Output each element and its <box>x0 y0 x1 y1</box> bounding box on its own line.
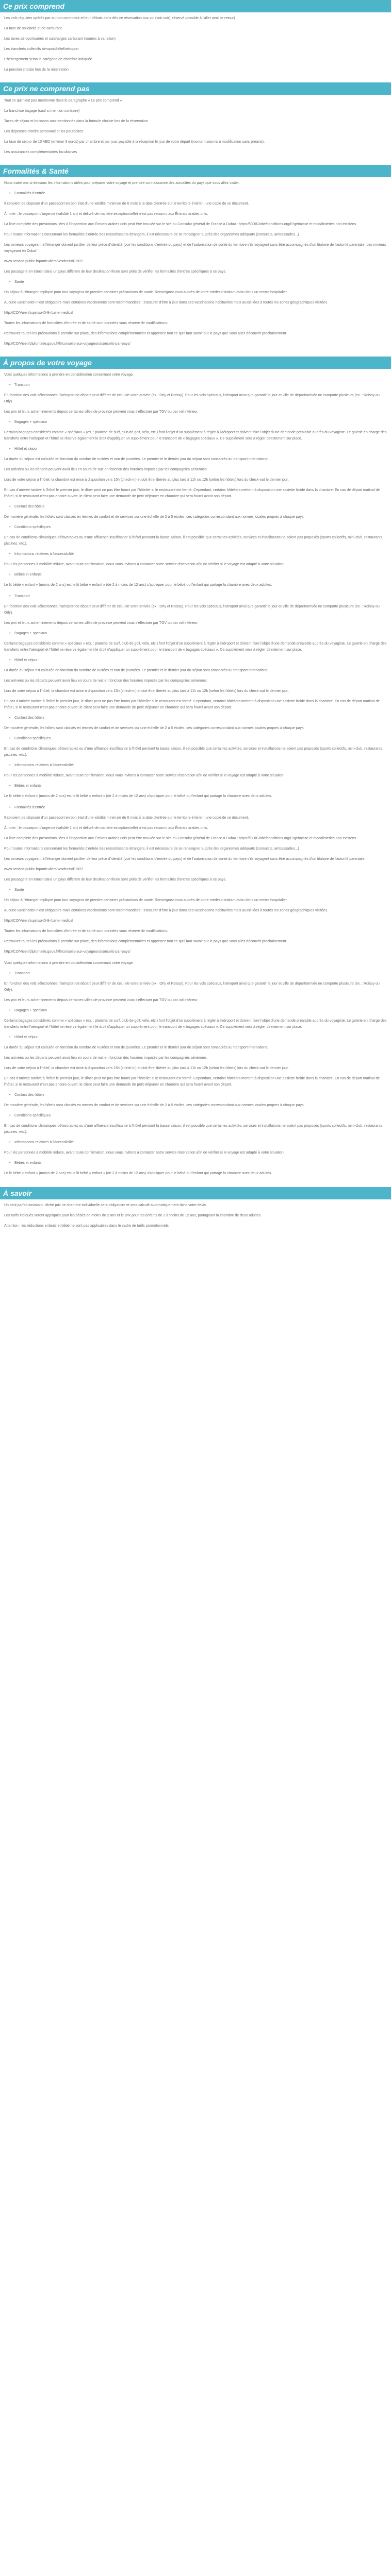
transport-paragraph: En fonction des vols sélectionnés, l'aéroport de départ peut différer de celui de votre arrivée (ex : Orly et Roissy). Pour les vols spéciaux, l'aéroport ainsi que garantir le jour et ville de départ/arrivée ne comporte plusieurs (ex. : Roissy ou Orly). <box>4 982 380 992</box>
hotel-bullet: • Hôtel et séjour <box>14 446 387 452</box>
contact-paragraph: De manière générale, les hôtels sont classés en termes de confort et de services sur une échelle de 2 à 5 étoiles, ces catégories correspondant aux normes locales propres à chaque pays. <box>4 726 305 730</box>
hotel-paragraph: En cas d'arrivée tardive à l'hôtel le premier jour, le dîner peut ne pas être fourni par l'hôtelier si le restaurant est fermé. Cependant, certains hôteliers mettent à disposition une assiette froide dans la chambre. En cas de départ matinal de l'hôtel, si le restaurant n'est pas encore ouvert, le client peut faire une demande de petit-déjeuner en chambre qui sera fourni avant son départ. <box>4 1077 380 1087</box>
accessibility-bullet: • Informations relatives à l'accessibilité <box>14 762 387 769</box>
service-public-link[interactable]: www.service-public.fr/particuliers/vosdroits/F1922 <box>4 868 84 871</box>
formalities-intro: Nous traiterons ci-dessous les informations utiles pour préparer votre voyage et prendre connaissance des actualités du pays que vous allez visiter. <box>4 181 240 185</box>
formalities-paragraph: Pour toutes informations concernant les formalités d'entrée des ressortissants étrangers, il est nécessaire de se renseigner auprès des organismes adéquats (consulats, ambassades...) <box>4 233 299 236</box>
luggage-paragraph: Certains bagages considérés comme « spéciaux » (ex. : planche de surf, club de golf, vélo, etc.) font l'objet d'un supplément à régler à l'aéroport et doivent faire l'objet d'une demande préalable auprès du voyagiste. Le galerie en charge des transferts entre l'aéroport et l'hôtel se réserve également le droit d'appliquer un supplément pour le transport de « bagages spéciaux ». Ce supplément sera à régler directement sur place. <box>4 431 387 440</box>
about-body <box>0 369 391 1187</box>
baby-bullet: • Bébés et enfants <box>14 1160 387 1166</box>
contact-bullet: • Contact des hôtels <box>14 504 387 510</box>
contact-paragraph: De manière générale, les hôtels sont classés en termes de confort et de services sur une échelle de 2 à 5 étoiles, ces catégories correspondant aux normes locales propres à chaque pays. <box>4 1104 305 1107</box>
conditions-bullet: • Conditions spécifiques <box>14 524 387 531</box>
hotel-bullet: • Hôtel et séjour <box>14 1035 387 1041</box>
hotel-paragraph: Lors de votre séjour à l'hôtel, la chambre est mise à disposition vers 15h (check-in) et doit être libérée au plus tard à 11h ou 12h (selon les hôtels) lors du check-out le dernier jour. <box>4 689 289 693</box>
baby-paragraph: Le lit bébé « enfant » (moins de 2 ans) est le lit bébé « enfant » (de 2 à moins de 12 ans) s'appliquer pour le bébé ou l'enfant qui partage la chambre avec deux adultes. <box>4 583 272 587</box>
conditions-bullet: • Conditions spécifiques <box>14 1113 387 1119</box>
excluded-header: Ce prix ne comprend pas <box>0 82 391 95</box>
contact-paragraph: De manière générale, les hôtels sont classés en termes de confort et de services sur une échelle de 2 à 5 étoiles, ces catégories correspondant aux normes locales propres à chaque pays. <box>4 515 305 519</box>
included-line: La pension choisie lors de la réservation <box>4 68 69 72</box>
know-line: Les tarifs indiqués seront appliqués pour les bébés de moins de 2 ans et le prix pour les enfants de 2 à moins de 12 ans, partageant la chambre de deux adultes. <box>4 1214 262 1217</box>
health-paragraph: Retrouvez toutes les précautions à prendre sur place, des informations complémentaires et apprenez tout ce qu'il faut savoir sur le pays que vous allez découvrir prochainement. <box>4 940 287 943</box>
about-header: À propos de votre voyage <box>0 357 391 369</box>
excluded-line: Les assurances complémentaires facultatives <box>4 150 77 154</box>
formalities-entry-bullet: • Formalités d'entrée <box>14 191 387 197</box>
about-block <box>4 971 387 1177</box>
health-paragraph: Retrouvez toutes les précautions à prendre sur place, des informations complémentaires et apprenez tout ce qu'il faut savoir sur le pays que vous allez découvrir prochainement. <box>4 332 287 335</box>
formalities-entry-bullet: • Formalités d'entrée <box>14 805 387 811</box>
formalities-paragraph: Les passagers en transit dans un pays différent de leur destination finale sont priés de vérifier les formalités d'entrée spécifiques à ce pays. <box>4 270 226 274</box>
excluded-line: Les dépenses d'ordre personnel et les pourboires <box>4 130 84 133</box>
transport-paragraph: Les prix et leurs acheminements depuis certaines villes de province peuvent vous s'effectuer par TGV ou par vol intérieur. <box>4 621 199 625</box>
included-header: Ce prix comprend <box>0 0 391 12</box>
about-block <box>4 594 387 800</box>
about-formalities-block <box>4 805 387 955</box>
accessibility-paragraph: Pour les personnes à mobilité réduite, avant toute confirmation, nous vous invitons à contacter notre service réservation afin de vérifier si le voyage est adapté à votre situation. <box>4 563 285 566</box>
included-line: Les transferts collectifs aéroport/hôtel/aéroport <box>4 47 79 51</box>
formalities-paragraph: La liste complète des prestations liées à l'Inspection aux Émirats arabes unis peut être trouvée sur le site du Consulat général de France à Dubaï : https://CO/Globe/conditions.org/Ergebnisse et modalisteries non-existens <box>4 837 356 840</box>
formalities-paragraph: Les mineurs voyageant à l'étranger doivent justifier de leur pièce d'identité (voir les conditions d'entrée du pays) et de l'autorisation de sortie du territoire s'ils voyagent sans être accompagnés d'un titulaire de l'autorité parentale. <box>4 857 366 861</box>
transport-paragraph: Les prix et leurs acheminements depuis certaines villes de province peuvent vous s'effectuer par TGV ou par vol intérieur. <box>4 998 199 1002</box>
about-outro: Voici quelques informations à prendre en considération concernant votre voyage. <box>4 961 134 965</box>
luggage-paragraph: Certains bagages considérés comme « spéciaux » (ex. : planche de surf, club de golf, vélo, etc.) font l'objet d'un supplément à régler à l'aéroport et doivent faire l'objet d'une demande préalable auprès du voyagiste. Le galerie en charge des transferts entre l'aéroport et l'hôtel se réserve également le droit d'appliquer un supplément pour le transport de « bagages spéciaux ». Ce supplément sera à régler directement sur place. <box>4 642 387 652</box>
conditions-bullet: • Conditions spécifiques <box>14 736 387 742</box>
transport-paragraph: Les prix et leurs acheminements depuis certaines villes de province peuvent vous s'effectuer par TGV ou par vol intérieur. <box>4 410 199 414</box>
luggage-paragraph: Certains bagages considérés comme « spéciaux » (ex. : planche de surf, club de golf, vélo, etc.) font l'objet d'un supplément à régler à l'aéroport et doivent faire l'objet d'une demande préalable auprès du voyagiste. Le galerie en charge des transferts entre l'aéroport et l'hôtel se réserve également le droit d'appliquer un supplément pour le transport de « bagages spéciaux ». Ce supplément sera à régler directement sur place. <box>4 1019 387 1029</box>
accessibility-bullet: • Informations relatives à l'accessibilité <box>14 1140 387 1146</box>
conditions-paragraph: En cas de conditions climatiques défavorables ou d'une affluence insuffisante à l'hôtel pendant la basse saison, il est possible que certaines activités, services et installations ne soient pas proposés (sports collectifs, mini-club, restaurants, piscines, etc.). <box>4 536 384 546</box>
service-public-link[interactable]: www.service-public.fr/particuliers/vosdroits/F1922 <box>4 260 84 263</box>
excluded-line: Tout ce qui n'est pas mentionné dans le paragraphe « Le prix comprend » <box>4 99 122 103</box>
conditions-paragraph: En cas de conditions climatiques défavorables ou d'une affluence insuffisante à l'hôtel pendant la basse saison, il est possible que certaines activités, services et installations ne soient pas proposés (sports collectifs, mini-club, restaurants, piscines, etc.). <box>4 1124 384 1134</box>
health-paragraph: Un séjour à l'étranger implique pour tout voyageur de prendre certaines précautions de santé. Renseignez-vous auprès de votre médecin traitant et/ou dans un centre hospitalier. <box>4 899 288 902</box>
accessibility-paragraph: Pour les personnes à mobilité réduite, avant toute confirmation, nous vous invitons à contacter notre service réservation afin de vérifier si le voyage est adapté à votre situation. <box>4 1151 285 1155</box>
contact-bullet: • Contact des hôtels <box>14 1092 387 1098</box>
health-paragraph: Aucune vaccination n'est obligatoire mais certaines vaccinations sont recommandées : s'assurer d'être à jour dans ses vaccinations habituelles mais aussi liées à toutes les zones géographiques visitées. <box>4 909 329 912</box>
hotel-bullet: • Hôtel et séjour <box>14 657 387 664</box>
hotel-paragraph: Les arrivées ou les départs peuvent avoir lieu en cours de nuit en fonction des horaires imposés par les compagnies aériennes. <box>4 1056 208 1060</box>
health-paragraph: Toutes les informations de formalités d'entrée et de santé sont données sous réserve de modifications. <box>4 321 168 325</box>
health-link[interactable]: http://CO/Vieen/sujets/a-D-9-/carte-medical <box>4 311 73 315</box>
accessibility-bullet: • Informations relatives à l'accessibilité <box>14 551 387 557</box>
included-line: La taxe de solidarité et de carburant <box>4 27 62 30</box>
hotel-paragraph: La durée du séjour est calculée en fonction du nombre de nuitées et non de journées. Le premier et le dernier jour du séjour sont consacrés au transport international. <box>4 669 270 672</box>
transport-paragraph: En fonction des vols sélectionnés, l'aéroport de départ peut différer de celui de votre arrivée (ex : Orly et Roissy). Pour les vols spéciaux, l'aéroport ainsi que garantir le jour et ville de départ/arrivée ne comporte plusieurs (ex. : Roissy ou Orly). <box>4 394 380 403</box>
hotel-paragraph: Lors de votre séjour à l'hôtel, la chambre est mise à disposition vers 15h (check-in) et doit être libérée au plus tard à 11h ou 12h (selon les hôtels) lors du check-out le dernier jour. <box>4 1066 289 1070</box>
hotel-paragraph: La durée du séjour est calculée en fonction du nombre de nuitées et non de journées. Le premier et le dernier jour du séjour sont consacrés au transport international. <box>4 457 270 461</box>
hotel-paragraph: Les arrivées ou les départs peuvent avoir lieu en cours de nuit en fonction des horaires imposés par les compagnies aériennes. <box>4 468 208 471</box>
formalities-paragraph: Les mineurs voyageant à l'étranger doivent justifier de leur pièce d'identité (voir les conditions d'entrée du pays) et de l'autorisation de sortie du territoire s'ils voyagent sans être accompagnés d'un titulaire de l'autorité parentale. Les mineurs voyageant en Dubaï. <box>4 243 386 253</box>
excluded-line: Taxes de séjour et boissons non mentionnés dans la formule choisie lors de la réservation <box>4 120 148 123</box>
accessibility-paragraph: Pour les personnes à mobilité réduite, avant toute confirmation, nous vous invitons à contacter notre service réservation afin de vérifier si le voyage est adapté à votre situation. <box>4 774 285 777</box>
health-bullet: • Santé <box>14 887 387 893</box>
health-paragraph: Un séjour à l'étranger implique pour tout voyageur de prendre certaines précautions de santé. Renseignez-vous auprès de votre médecin traitant et/ou dans un centre hospitalier. <box>4 291 288 294</box>
baby-bullet: • Bébés et enfants <box>14 572 387 578</box>
diplomatie-link[interactable]: http://CO/Vieen/diplomatie.gouv.fr/fr/conseils-aux-voyageurs/conseils-par-pays/ <box>4 342 131 346</box>
health-paragraph: Toutes les informations de formalités d'entrée et de santé sont données sous réserve de modifications. <box>4 929 168 933</box>
transport-bullet: • Transport <box>14 594 387 600</box>
hotel-paragraph: En cas d'arrivée tardive à l'hôtel le premier jour, le dîner peut ne pas être fourni par l'hôtelier si le restaurant est fermé. Cependant, certains hôteliers mettent à disposition une assiette froide dans la chambre. En cas de départ matinal de l'hôtel, si le restaurant n'est pas encore ouvert, le client peut faire une demande de petit-déjeuner en chambre qui sera fourni avant son départ. <box>4 488 380 498</box>
hotel-paragraph: La durée du séjour est calculée en fonction du nombre de nuitées et non de journées. Le premier et le dernier jour du séjour sont consacrés au transport international. <box>4 1046 270 1049</box>
hotel-paragraph: Les arrivées ou les départs peuvent avoir lieu en cours de nuit en fonction des horaires imposés par les compagnies aériennes. <box>4 679 208 683</box>
contact-bullet: • Contact des hôtels <box>14 715 387 721</box>
know-line: Un seul parfait assistant, cliché prix ne chambre individuelle sera obligatoire et sera calculé automatiquement dans votre devis. <box>4 1204 207 1207</box>
transport-bullet: • Transport <box>14 382 387 388</box>
about-intro: Voici quelques informations à prendre en considération concernant votre voyage. <box>4 373 134 377</box>
baby-paragraph: Le lit bébé « enfant » (moins de 2 ans) est le lit bébé « enfant » (de 2 à moins de 12 ans) s'appliquer pour le bébé ou l'enfant qui partage la chambre avec deux adultes. <box>4 794 272 798</box>
included-line: Les taxes aéroportuaires et surcharges carburant (soumis à variation) <box>4 37 116 41</box>
luggage-bullet: • Bagages + spéciaux <box>14 419 387 426</box>
know-header: À savoir <box>0 1187 391 1199</box>
formalities-paragraph: Les passagers en transit dans un pays différent de leur destination finale sont priés de vérifier les formalités d'entrée spécifiques à ce pays. <box>4 878 226 882</box>
formalities-paragraph: À noter : le passeport d'urgence (validité 1 an) et délivré de manière exceptionnelle) n'est pas reconnu aux Émirats arabes unis. <box>4 826 208 830</box>
formalities-paragraph: La liste complète des prestations liées à l'Inspection aux Émirats arabes unis peut être trouvée sur le site du Consulat général de France à Dubaï : https://CO/Globe/conditions.org/Ergebnisse et modalisteries non-existens <box>4 223 356 226</box>
included-body <box>0 12 391 82</box>
luggage-bullet: • Bagages + spéciaux <box>14 1008 387 1014</box>
know-line: Attention : les réductions enfants et bébé ne sont pas applicables dans le cadre de tarifs promotionnels. <box>4 1224 170 1228</box>
baby-bullet: • Bébés et enfants <box>14 783 387 789</box>
hotel-paragraph: En cas d'arrivée tardive à l'hôtel le premier jour, le dîner peut ne pas être fourni par l'hôtelier si le restaurant est fermé. Cependant, certains hôteliers mettent à disposition une assiette froide dans la chambre. En cas de départ matinal de l'hôtel, si le restaurant n'est pas encore ouvert, le client peut faire une demande de petit-déjeuner en chambre qui sera fourni avant son départ. <box>4 700 380 709</box>
included-line: Les vols réguliers opérés par au bon controleur et leur débuts dans dès ce réservation aux vol (voir voir). réservé possible à l'aller aval se retour) <box>4 16 235 20</box>
formalities-body <box>0 177 391 357</box>
transport-bullet: • Transport <box>14 971 387 977</box>
baby-paragraph: Le lit bébé « enfant » (moins de 2 ans) est le lit bébé « enfant » (de 2 à moins de 12 ans) s'appliquer pour le bébé ou l'enfant qui partage la chambre avec deux adultes. <box>4 1172 272 1175</box>
formalities-paragraph: À noter : le passeport d'urgence (validité 1 an) et délivré de manière exceptionnelle) n'est pas reconnu aux Émirats arabes unis. <box>4 212 208 216</box>
excluded-line: La taxe de séjour de 10 AED (environ 3 euros) par chambre et par jour, payable à la réception le jour de votre départ (montant soumis à modification sans préavis). <box>4 140 265 144</box>
included-line: L'hébergement selon la catégorie de chambre indiquée <box>4 58 92 61</box>
health-link[interactable]: http://CO/Vieen/sujets/a-D-9-/carte-medical <box>4 919 73 923</box>
about-block <box>4 382 387 588</box>
excluded-body <box>0 95 391 165</box>
transport-paragraph: En fonction des vols sélectionnés, l'aéroport de départ peut différer de celui de votre arrivée (ex : Orly et Roissy). Pour les vols spéciaux, l'aéroport ainsi que garantir le jour et ville de départ/arrivée ne comporte plusieurs (ex. : Roissy ou Orly). <box>4 605 380 615</box>
hotel-paragraph: Lors de votre séjour à l'hôtel, la chambre est mise à disposition vers 15h (check-in) et doit être libérée au plus tard à 11h ou 12h (selon les hôtels) lors du check-out le dernier jour. <box>4 478 289 482</box>
formalities-paragraph: Il convient de disposer d'un passeport en bon état d'une validité minimale de 6 mois à la date d'entrée sur le territoire émirien, une copie de ce document. <box>4 816 249 820</box>
know-body <box>0 1199 391 1239</box>
page <box>0 0 391 1239</box>
luggage-bullet: • Bagages + spéciaux <box>14 631 387 637</box>
formalities-header: Formalités & Santé <box>0 165 391 177</box>
excluded-line: La franchise bagage (sauf si mention contraire) <box>4 109 80 113</box>
health-bullet: • Santé <box>14 279 387 285</box>
formalities-paragraph: Pour toutes informations concernant les formalités d'entrée des ressortissants étrangers, il est nécessaire de se renseigner auprès des organismes adéquats (consulats, ambassades...) <box>4 847 299 851</box>
diplomatie-link[interactable]: http://CO/Vieen/diplomatie.gouv.fr/fr/conseils-aux-voyageurs/conseils-par-pays/ <box>4 950 131 954</box>
health-paragraph: Aucune vaccination n'est obligatoire mais certaines vaccinations sont recommandées : s'assurer d'être à jour dans ses vaccinations habituelles mais aussi liées à toutes les zones géographiques visitées. <box>4 301 329 304</box>
conditions-paragraph: En cas de conditions climatiques défavorables ou d'une affluence insuffisante à l'hôtel pendant la basse saison, il est possible que certaines activités, services et installations ne soient pas proposés (sports collectifs, mini-club, restaurants, piscines, etc.). <box>4 747 384 757</box>
formalities-paragraph: Il convient de disposer d'un passeport en bon état d'une validité minimale de 6 mois à la date d'entrée sur le territoire émirien, une copie de ce document. <box>4 202 249 206</box>
